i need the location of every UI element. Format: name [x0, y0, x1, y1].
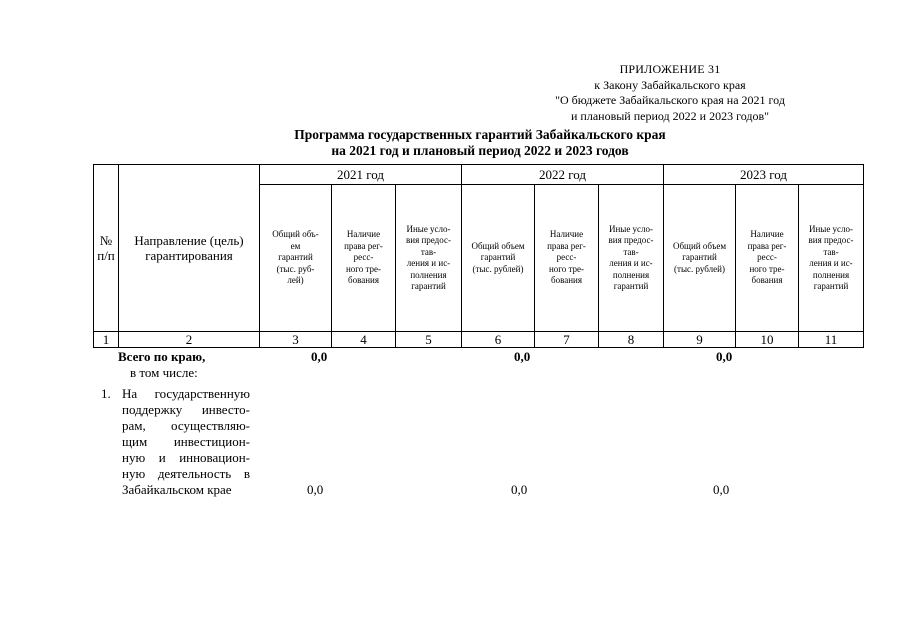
- header-text-line: гарантий: [278, 252, 313, 263]
- header-text-line: гарантий: [411, 281, 446, 291]
- header-2022-other-conditions: [599, 185, 663, 331]
- item-1-2022-value: 0,0: [511, 482, 528, 497]
- header-number-line-1: №: [99, 233, 113, 248]
- item-1-line: щим инвестицион-: [122, 434, 250, 449]
- appendix-law-ref: к Закону Забайкальского края: [594, 77, 746, 92]
- header-2023-recourse: [736, 185, 798, 331]
- col-number-11: 11: [824, 331, 838, 347]
- header-text-line: права рег-: [547, 240, 586, 251]
- col-number-9: 9: [696, 331, 703, 347]
- header-number-line-2: п/п: [97, 248, 115, 263]
- header-text-line: ного тре-: [749, 263, 785, 274]
- item-1-2021-value: 0,0: [307, 482, 324, 497]
- header-text-line: Наличие: [750, 229, 784, 240]
- header-text-line: ресс-: [556, 252, 577, 263]
- header-2021-other-conditions: [396, 185, 461, 331]
- header-2021-total-volume: [260, 185, 331, 331]
- header-text-line: Наличие: [346, 229, 381, 240]
- col-number-3: 3: [292, 331, 299, 347]
- header-text-line: полнения: [612, 269, 650, 280]
- header-text-line: бования: [348, 275, 379, 286]
- item-1-line: ную и инновацион-: [122, 450, 250, 465]
- header-2022-total-volume: [462, 185, 534, 331]
- header-2022-recourse: [535, 185, 598, 331]
- including-label: в том числе:: [130, 365, 198, 380]
- header-text-line: гарантий: [682, 252, 717, 263]
- header-text-line: Наличие: [549, 229, 584, 240]
- header-text-line: ресс-: [353, 252, 374, 263]
- col-number-7: 7: [563, 331, 570, 347]
- header-text-line: вия предос-: [608, 235, 654, 245]
- header-text-line: (тыс. руб-: [276, 263, 315, 274]
- header-text-line: права рег-: [747, 240, 787, 251]
- col-border-11: [863, 164, 864, 348]
- item-1-line: рам, осуществляю-: [122, 418, 250, 433]
- col-number-4: 4: [360, 331, 367, 347]
- col-number-5: 5: [425, 331, 432, 347]
- header-text-line: вия предос-: [808, 235, 854, 245]
- total-2022-value: 0,0: [514, 349, 531, 364]
- appendix-law-title-1: "О бюджете Забайкальского края на 2021 год: [555, 93, 785, 107]
- item-1-2023-value: 0,0: [713, 482, 730, 497]
- header-text-line: ного тре-: [345, 263, 382, 274]
- header-text-line: ем: [290, 240, 301, 251]
- header-number: [94, 165, 118, 331]
- header-text-line: полнения: [410, 269, 447, 280]
- col-number-10: 10: [760, 331, 774, 347]
- item-1-line: На государственную: [122, 386, 250, 401]
- appendix-law-title-2: и плановый период 2022 и 2023 годов": [570, 108, 770, 123]
- year-2022-header: 2022 год: [539, 166, 586, 182]
- header-text-line: ления и ис-: [609, 258, 653, 268]
- col-number-1: 1: [102, 331, 110, 347]
- header-text-line: Иные усло-: [406, 223, 451, 234]
- header-text-line: ления и ис-: [809, 258, 853, 268]
- header-text-line: бования: [551, 275, 582, 286]
- header-2023-total-volume: [664, 185, 735, 331]
- document-title: [150, 127, 810, 159]
- appendix-number: ПРИЛОЖЕНИЕ 31: [619, 62, 721, 76]
- total-2023-value: 0,0: [716, 349, 733, 364]
- header-text-line: ресс-: [757, 252, 777, 263]
- header-text-line: гарантий: [480, 252, 516, 263]
- header-text-line: тав-: [420, 246, 437, 257]
- header-text-line: гарантий: [813, 281, 849, 291]
- header-2021-recourse: [332, 185, 395, 331]
- total-2021-value: 0,0: [311, 349, 328, 364]
- header-text-line: права рег-: [344, 240, 383, 251]
- table-bottom-border: [93, 347, 864, 348]
- title-line-1: Программа государственных гарантий Забайкальского края: [294, 127, 666, 142]
- header-text-line: тав-: [823, 246, 839, 257]
- col-number-2: 2: [185, 331, 193, 347]
- header-text-line: (тыс. рублей): [472, 263, 524, 274]
- header-text-line: Иные усло-: [808, 223, 854, 234]
- header-text-line: вия предос-: [406, 235, 451, 245]
- item-1-line: Забайкальском крае: [122, 482, 232, 497]
- header-text-line: тав-: [623, 246, 639, 257]
- col-number-8: 8: [627, 331, 635, 347]
- header-text-line: Общий объем: [471, 240, 525, 251]
- header-text-line: бования: [751, 275, 783, 286]
- year-2021-header: 2021 год: [337, 166, 384, 182]
- item-1-number: 1.: [101, 386, 111, 401]
- header-text-line: Общий объем: [672, 240, 727, 251]
- title-line-2: на 2021 год и плановый период 2022 и 2023 годов: [331, 143, 629, 158]
- header-text-line: ного тре-: [548, 263, 585, 274]
- header-2023-other-conditions: [799, 185, 863, 331]
- col-number-6: 6: [494, 331, 502, 347]
- item-1-line: поддержку инвесто-: [122, 402, 250, 417]
- total-label: Всего по краю,: [118, 349, 206, 364]
- header-text-line: лей): [287, 275, 304, 286]
- header-text-line: ления и ис-: [406, 258, 451, 268]
- header-direction-line-1: Направление (цель): [134, 233, 244, 248]
- header-direction: [119, 165, 259, 331]
- appendix-header: [520, 62, 820, 124]
- header-text-line: Иные усло-: [608, 223, 654, 234]
- year-2023-header: 2023 год: [740, 166, 787, 182]
- header-text-line: полнения: [812, 269, 850, 280]
- header-direction-line-2: гарантирования: [145, 248, 233, 263]
- header-text-line: Общий объ-: [272, 229, 319, 240]
- header-text-line: (тыс. рублей): [674, 263, 725, 274]
- item-1-direction: [122, 386, 250, 498]
- header-text-line: гарантий: [613, 281, 649, 291]
- item-1-line: ную деятельность в: [122, 466, 250, 481]
